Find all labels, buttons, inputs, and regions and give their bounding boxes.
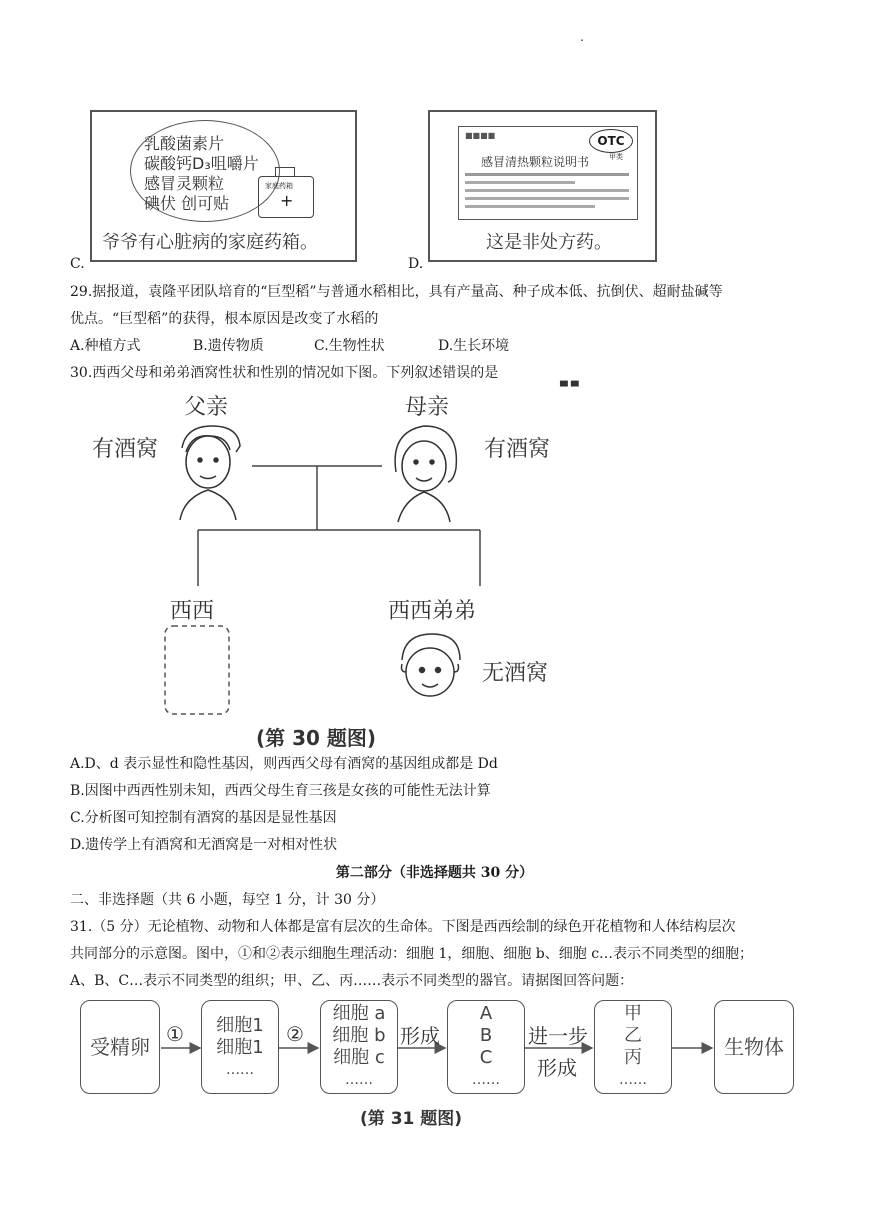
option-c-label: C. (70, 256, 85, 272)
q29-line-1: 29.据报道，袁隆平团队培育的“巨型稻”与普通水稻相比，具有产量高、种子成本低、抗倒伏、超耐盐碱等 (70, 284, 723, 300)
flow-arrows (80, 998, 800, 1098)
instruction-title: 感冒清热颗粒说明书 (481, 155, 590, 169)
medicine-line-1: 乳酸菌素片 (144, 134, 225, 153)
medicine-line-2: 碳酸钙D₃咀嚼片 (144, 154, 259, 173)
brother-trait: 无酒窝 (482, 661, 549, 686)
father-face-icon (180, 426, 240, 520)
q31-line-3: A、B、C…表示不同类型的组织；甲、乙、丙……表示不同类型的器官。请据图回答问题： (70, 973, 634, 989)
medicine-line-4: 碘伏 创可贴 (144, 194, 230, 213)
mother-face-icon (395, 426, 456, 522)
instruction-sheet: ■■■■ OTC 甲类 感冒清热颗粒说明书 (458, 126, 638, 220)
differentiated-cells-box: 细胞 a 细胞 b 细胞 c …… (320, 1000, 398, 1094)
otc-sub: 甲类 (609, 153, 623, 161)
arrow-label-1: ① (166, 1022, 184, 1046)
father-label: 父亲 (184, 395, 229, 420)
organs-box: 甲 乙 丙 …… (594, 1000, 672, 1094)
arrow-label-4-top: 进一步 (528, 1024, 588, 1048)
option-c-image (90, 110, 357, 262)
xixi-label: 西西 (170, 599, 215, 624)
q31-line-2: 共同部分的示意图。图中，①和②表示细胞生理活动：细胞 1，细胞、细胞 b、细胞 c…表示不同类型的细胞； (70, 946, 754, 962)
father-trait: 有酒窝 (92, 437, 159, 462)
q29-option-b: B.遗传物质 (193, 338, 264, 354)
otc-logo-icon: OTC (589, 129, 633, 153)
mother-label: 母亲 (405, 395, 450, 420)
q29-option-d: D.生长环境 (438, 338, 510, 354)
option-c-caption: 爷爷有心脏病的家庭药箱。 (102, 232, 318, 253)
option-d-image (428, 110, 657, 262)
medicine-kit-icon: 家庭药箱 + (258, 176, 314, 218)
section-heading: 二、非选择题（共 6 小题，每空 1 分，计 30 分） (70, 892, 385, 908)
q30-option-b: B.因图中西西性别未知，西西父母生育三孩是女孩的可能性无法计算 (70, 783, 491, 799)
arrow-label-4-bottom: 形成 (537, 1056, 577, 1080)
q29-line-2: 优点。“巨型稻”的获得，根本原因是改变了水稻的 (70, 311, 379, 327)
arrow-label-2: ② (286, 1022, 304, 1046)
xixi-unknown-box (165, 626, 229, 714)
tissues-box: A B C …… (447, 1000, 525, 1094)
q29-option-c: C.生物性状 (314, 338, 385, 354)
medicine-line-3: 感冒灵颗粒 (144, 174, 225, 193)
q30-stem: 30.西西父母和弟弟酒窝性状和性别的情况如下图。下列叙述错误的是 (70, 365, 499, 381)
page-dot: . (580, 30, 584, 44)
q30-option-c: C.分析图可知控制有酒窝的基因是显性基因 (70, 810, 337, 826)
mother-trait: 有酒窝 (484, 437, 551, 462)
brother-face-icon (402, 634, 461, 696)
q29-option-a: A.种植方式 (70, 338, 141, 354)
arrow-label-3: 形成 (400, 1024, 440, 1048)
q30-figure (80, 390, 580, 760)
brother-label: 西西弟弟 (388, 599, 477, 624)
zygote-box: 受精卵 (80, 1000, 160, 1094)
q31-line-1: 31.（5 分）无论植物、动物和人体都是富有层次的生命体。下图是西西绘制的绿色开花植物和人体结构层次 (70, 919, 736, 935)
q30-option-d: D.遗传学上有酒窝和无酒窝是一对相对性状 (70, 837, 338, 853)
q31-flow-diagram (80, 998, 800, 1138)
q30-caption: (第 30 题图) (256, 726, 377, 750)
part2-heading: 第二部分（非选择题共 30 分） (335, 865, 534, 881)
organism-box: 生物体 (714, 1000, 794, 1094)
option-d-label: D. (408, 256, 424, 272)
cells-box: 细胞1 细胞1 …… (201, 1000, 279, 1094)
option-d-caption: 这是非处方药。 (486, 232, 612, 253)
q31-caption: (第 31 题图) (360, 1109, 463, 1129)
q30-option-a: A.D、d 表示显性和隐性基因，则西西父母有酒窝的基因组成都是 Dd (70, 756, 498, 772)
stray-marks: ▀ ▀ (560, 382, 579, 393)
